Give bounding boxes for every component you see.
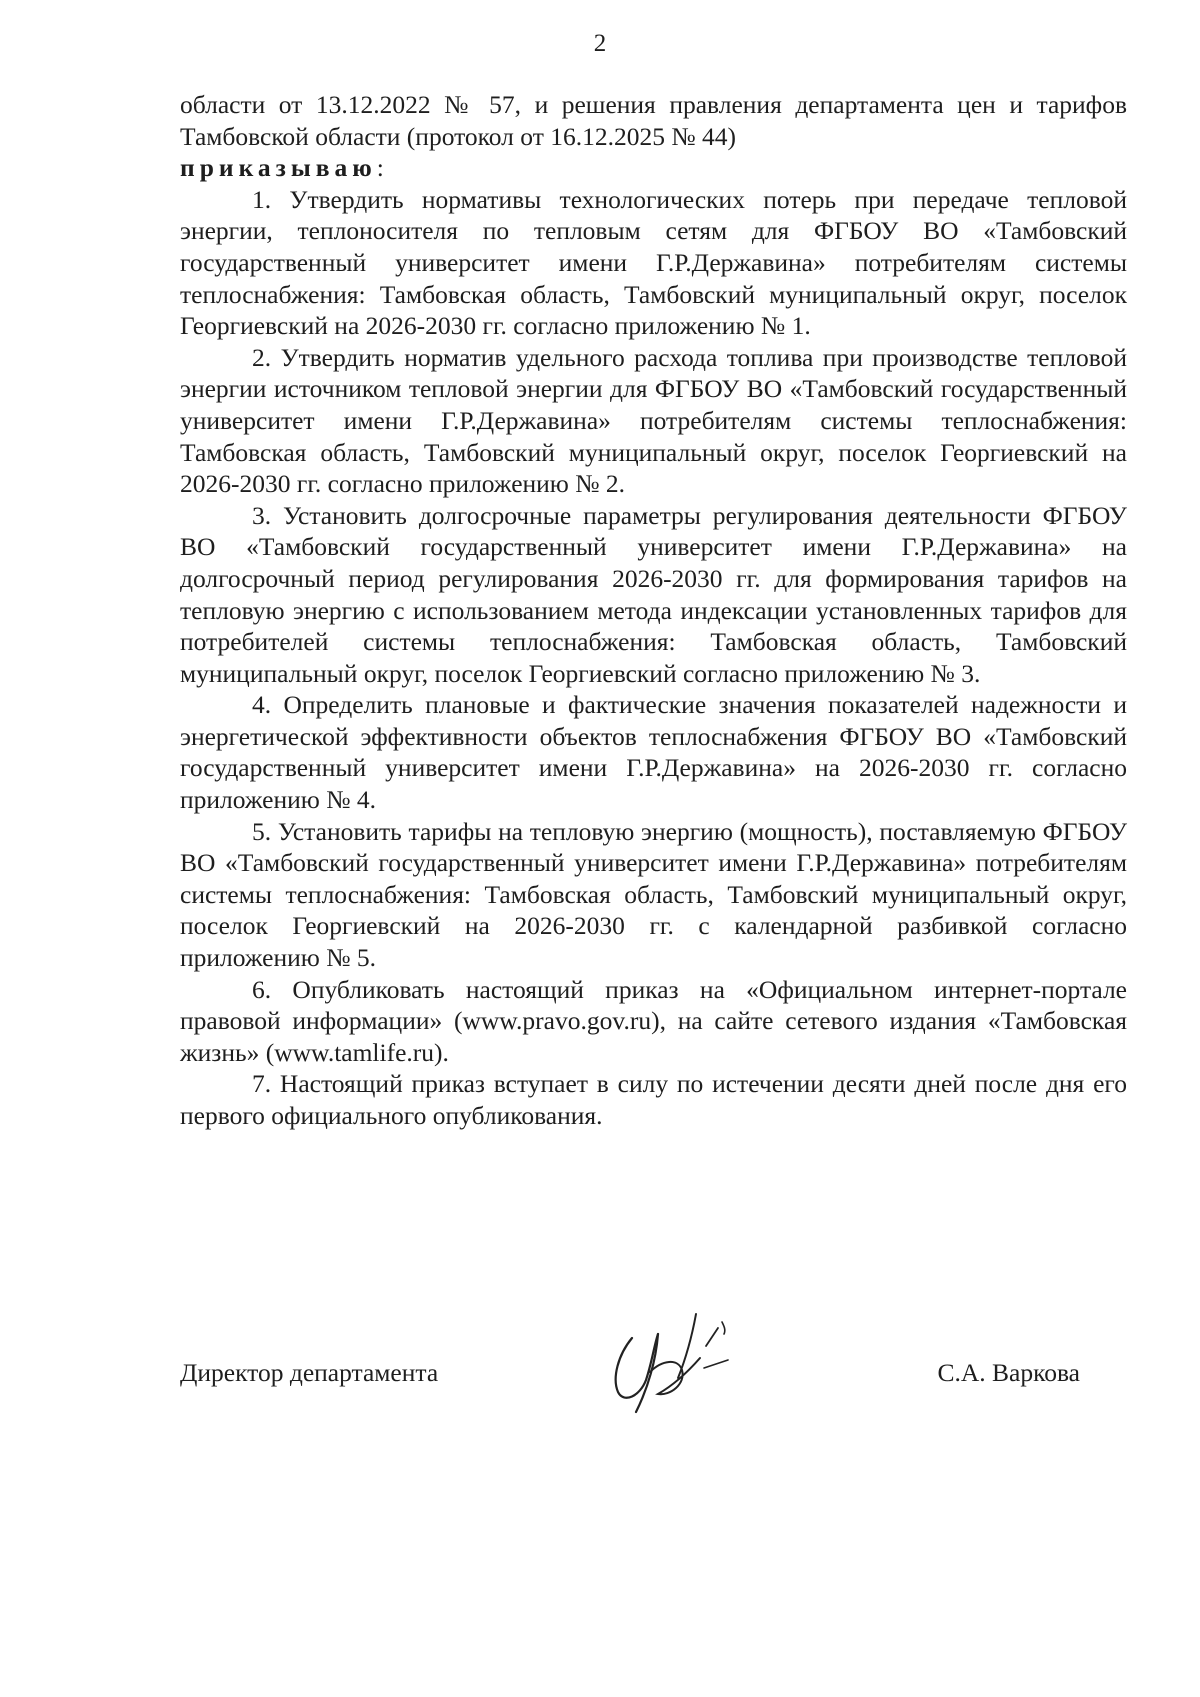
order-word: приказываю bbox=[180, 153, 377, 183]
order-item-1: 1. Утвердить нормативы технологических потерь при передаче тепловой энергии, теплоносителя по тепловым сетям для ФГБОУ ВО «Тамбовский государственный университет имени Г.Р.Державина» потребителям системы теплоснабжения: Тамбовская область, Тамбовский муниципальный округ, поселок Георгиевский на 2026-2030 гг. согласно приложению № 1. bbox=[180, 184, 1127, 341]
handwritten-signature bbox=[600, 1300, 770, 1420]
order-item-4: 4. Определить плановые и фактические значения показателей надежности и энергетической эффективности объектов теплоснабжения ФГБОУ ВО «Тамбовский государственный университет имени Г.Р.Державина» на 2026-2030 гг. согласно приложению № 4. bbox=[180, 690, 1127, 815]
order-item-3: 3. Установить долгосрочные параметры регулирования деятельности ФГБОУ ВО «Тамбовский государственный университет имени Г.Р.Державина» на долгосрочный период регулирования 2026-2030 гг. для формирования тарифов на тепловую энергию с использованием метода индексации установленных тарифов для потребителей системы теплоснабжения: Тамбовская область, Тамбовский муниципальный округ, поселок Георгиевский согласно приложению № 3. bbox=[180, 500, 1127, 688]
order-line bbox=[180, 152, 1127, 184]
order-word-suffix: : bbox=[376, 153, 384, 183]
document-body bbox=[180, 89, 1127, 1132]
order-item-7: 7. Настоящий приказ вступает в силу по истечении десяти дней после дня его первого официального опубликования. bbox=[180, 1069, 1127, 1130]
signatory-name: С.А. Варкова bbox=[937, 1358, 1080, 1387]
intro-paragraph: области от 13.12.2022 № 57, и решения правления департамента цен и тарифов Тамбовской области (протокол от 16.12.2025 № 44) bbox=[180, 90, 1127, 151]
order-item-6: 6. Опубликовать настоящий приказ на «Официальном интернет-портале правовой информации» (www.pravo.gov.ru), на сайте сетевого издания «Тамбовская жизнь» (www.tamlife.ru). bbox=[180, 974, 1127, 1067]
order-item-5: 5. Установить тарифы на тепловую энергию (мощность), поставляемую ФГБОУ ВО «Тамбовский государственный университет имени Г.Р.Державина» потребителям системы теплоснабжения: Тамбовская область, Тамбовский муниципальный округ, поселок Георгиевский на 2026-2030 гг. с календарной разбивкой согласно приложению № 5. bbox=[180, 816, 1127, 973]
signatory-title: Директор департамента bbox=[180, 1358, 439, 1387]
page-number: 2 bbox=[593, 30, 607, 57]
order-item-2: 2. Утвердить норматив удельного расхода топлива при производстве тепловой энергии источником тепловой энергии для ФГБОУ ВО «Тамбовский государственный университет имени Г.Р.Державина» потребителям системы теплоснабжения: Тамбовская область, Тамбовский муниципальный округ, поселок Георгиевский на 2026-2030 гг. согласно приложению № 2. bbox=[180, 342, 1127, 499]
